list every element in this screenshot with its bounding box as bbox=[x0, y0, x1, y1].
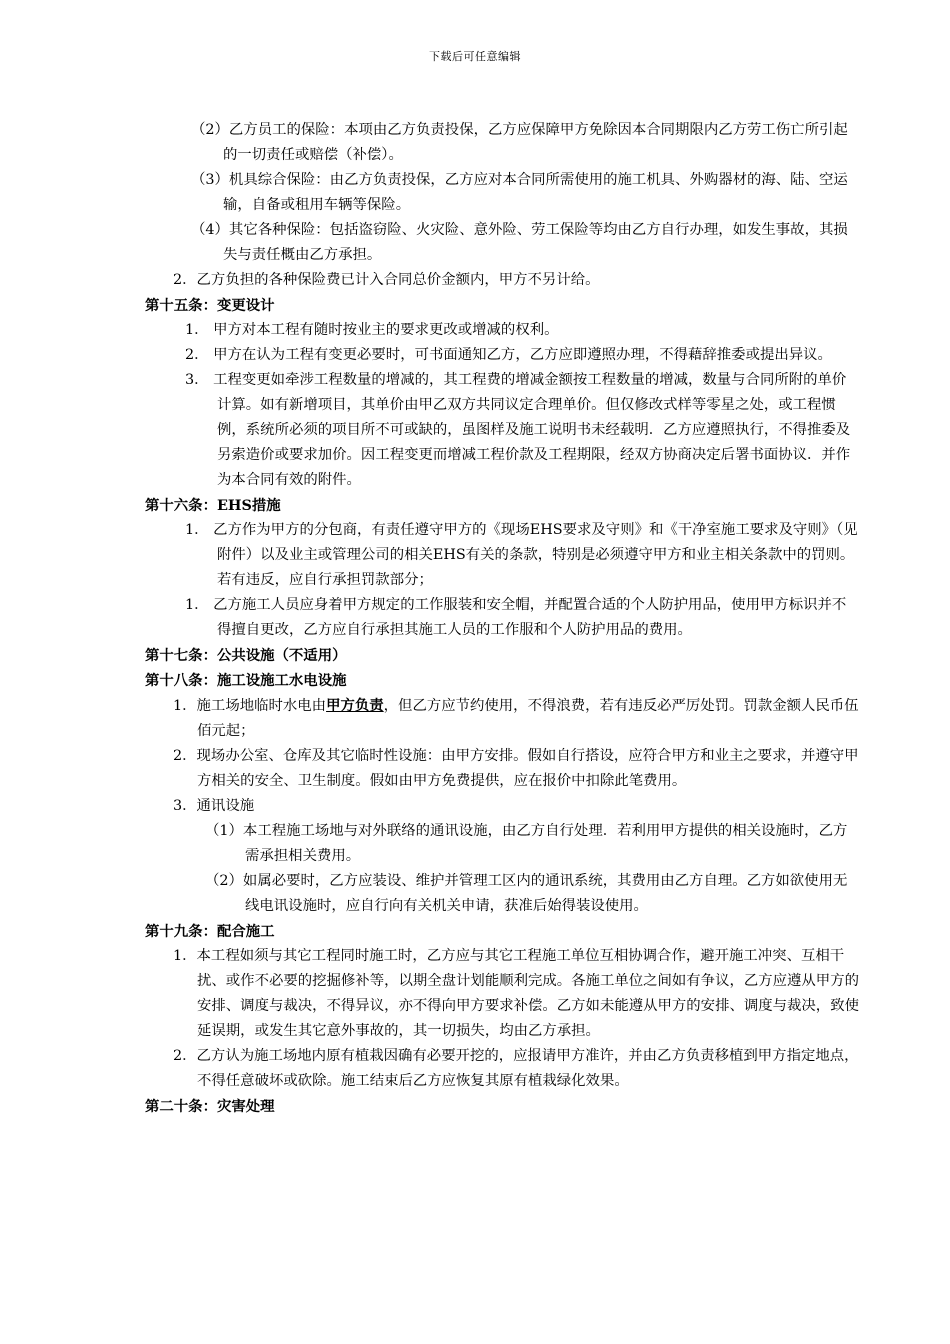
emphasized-text: 甲方负责 bbox=[326, 697, 384, 714]
list-item: 1． 乙方施工人员应身着甲方规定的工作服装和安全帽，并配置合适的个人防护用品，使用甲方标识并不得擅自更改，乙方应自行承担其施工人员的工作服和个人防护用品的费用。 bbox=[185, 597, 847, 638]
page-header: 下载后可任意编辑 bbox=[429, 50, 521, 63]
insurance-equipment-clause: （3）机具综合保险：由乙方负责投保，乙方应对本合同所需使用的施工机具、外购器材的海、陆、空运输，自备或租用车辆等保险。 bbox=[191, 172, 848, 213]
list-item: 3． 工程变更如牵涉工程数量的增减的，其工程费的增减金额按工程数量的增减，数量与合同所附的单价计算。如有新增项目，其单价由甲乙双方共同议定合理单价。但仅修改式样等零星之处，或工程惯例，系统所必须的项目所不可或缺的，虽图样及施工说明书未经载明．乙方应遵照执行，不得推委及另索造价或要求加价。因工程变更而增减工程价款及工程期限，经双方协商决定后署书面协议．并作为本合同有效的附件。 bbox=[185, 372, 851, 488]
section-heading-17: 第十七条：公共设施（不适用） bbox=[145, 647, 347, 664]
section-heading-18: 第十八条：施工设施工水电设施 bbox=[145, 672, 347, 689]
section-heading-15: 第十五条：变更设计 bbox=[145, 297, 275, 314]
list-item: 2． 甲方在认为工程有变更必要时，可书面通知乙方，乙方应即遵照办理，不得藉辞推委或提出异议。 bbox=[185, 347, 832, 363]
list-item: 2．乙方认为施工场地内原有植栽因确有必要开挖的，应报请甲方准许，并由乙方负责移植到甲方指定地点，不得任意破坏或砍除。施工结束后乙方应恢复其原有植栽绿化效果。 bbox=[173, 1048, 859, 1089]
insurance-employee-clause: （2）乙方员工的保险：本项由乙方负责投保，乙方应保障甲方免除因本合同期限内乙方劳工伤亡所引起的一切责任或赔偿（补偿）。 bbox=[191, 122, 848, 163]
insurance-other-clause: （4）其它各种保险：包括盗窃险、火灾险、意外险、劳工保险等均由乙方自行办理，如发生事故，其损失与责任概由乙方承担。 bbox=[191, 222, 848, 263]
list-item: 3．通讯设施 bbox=[173, 798, 255, 814]
clause-text: 1．施工场地临时水电由 bbox=[173, 698, 327, 714]
list-item bbox=[145, 693, 860, 744]
section-heading-16: 第十六条：EHS措施 bbox=[145, 497, 281, 514]
list-item: 1．本工程如须与其它工程同时施工时，乙方应与其它工程施工单位互相协调合作，避开施工冲突、互相干扰、或作不必要的挖掘修补等，以期全盘计划能顺利完成。各施工单位之间如有争议，乙方应遵从甲方的安排、调度与裁决，不得异议，亦不得向甲方要求补偿。乙方如未能遵从甲方的安排、调度与裁决，致使延误期，或发生其它意外事故的，其一切损失，均由乙方承担。 bbox=[173, 948, 859, 1039]
insurance-fee-clause: 2．乙方负担的各种保险费已计入合同总价金额内，甲方不另计给。 bbox=[173, 272, 600, 288]
section-heading-20: 第二十条：灾害处理 bbox=[145, 1098, 275, 1115]
sub-item: （2）如属必要时，乙方应装设、维护并管理工区内的通讯系统，其费用由乙方自理。乙方如欲使用无线电讯设施时，应自行向有关机关申请，获准后始得装设使用。 bbox=[205, 873, 848, 914]
list-item: 1． 甲方对本工程有随时按业主的要求更改或增减的权利。 bbox=[185, 322, 559, 338]
list-item: 1． 乙方作为甲方的分包商，有责任遵守甲方的《现场EHS要求及守则》和《干净室施工要求及守则》（见附件）以及业主或管理公司的相关EHS有关的条款，特别是必须遵守甲方和业主相关条款中的罚则。若有违反，应自行承担罚款部分； bbox=[185, 522, 858, 588]
sub-item: （1）本工程施工场地与对外联络的通讯设施，由乙方自行处理．若利用甲方提供的相关设施时，乙方需承担相关费用。 bbox=[205, 823, 848, 864]
clause-text: ，但乙方应节约使用，不得浪费，若有违反必严厉处罚。罚款金额人民币伍佰元起； bbox=[197, 698, 859, 739]
list-item: 2．现场办公室、仓库及其它临时性设施：由甲方安排。假如自行搭设，应符合甲方和业主之要求，并遵守甲方相关的安全、卫生制度。假如由甲方免费提供，应在报价中扣除此笔费用。 bbox=[173, 748, 859, 789]
section-heading-19: 第十九条：配合施工 bbox=[145, 923, 275, 940]
document-body bbox=[145, 118, 860, 1119]
